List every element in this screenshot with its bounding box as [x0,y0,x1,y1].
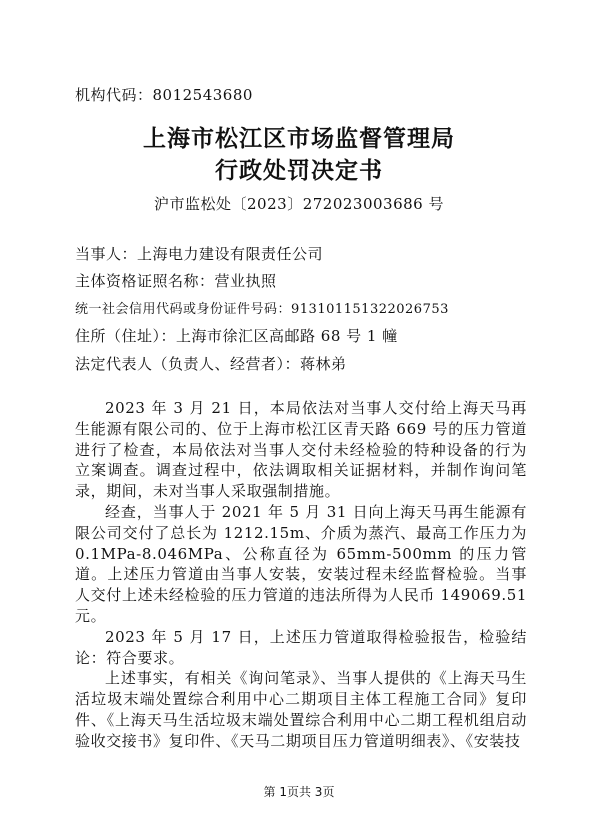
paragraph-inspection: 2023 年 3 月 21 日，本局依法对当事人交付给上海天马再生能源有限公司的、位于上海市松江区青天路 669 号的压力管道进行了检查，本局依法对当事人交付未经检验的特种设备的行为立案调查。调查过程中，依法调取相关证据材料，并制作询问笔录，期间，未对当事人采取强制措施。 [75,399,527,501]
party-address: 住所（住址）：上海市徐汇区高邮路 68 号 1 幢 [75,327,398,345]
paragraph-findings: 经查，当事人于 2021 年 5 月 31 日向上海天马再生能源有限公司交付了总长为 1212.15m、介质为蒸汽、最高工作压力为 0.1MPa-8.046MPa、公称直径为 65mm-500mm 的压力管道。上述压力管道由当事人安装，安装过程未经监督检验。当事人交付上述未经检验的压力管道的违法所得为人民币 149069.51 元。 [75,502,527,625]
page-number: 第 1页共 3页 [263,785,335,799]
party-name: 当事人：上海电力建设有限责任公司 [75,245,324,263]
paragraph-evidence: 上述事实，有相关《询问笔录》、当事人提供的《上海天马生活垃圾末端处置综合利用中心二期项目主体工程施工合同》复印件、《上海天马生活垃圾末端处置综合利用中心二期工程机组启动验收交接书》复印件、《天马二期项目压力管道明细表》、《安装技 [75,669,527,750]
document-number: 沪市监松处〔2023〕272023003686 号 [154,195,444,213]
document-type-title: 行政处罚决定书 [215,158,383,184]
org-code: 机构代码：8012543680 [75,86,253,104]
issuing-authority-title: 上海市松江区市场监督管理局 [143,126,455,152]
decision-body [75,398,527,752]
paragraph-inspection-report: 2023 年 5 月 17 日，上述压力管道取得检验报告，检验结论：符合要求。 [75,627,527,667]
party-credit-code: 统一社会信用代码或身份证件号码：913101151322026753 [75,302,449,317]
party-legal-rep: 法定代表人（负责人、经营者）：蒋林弟 [75,355,347,373]
party-qualification: 主体资格证照名称：营业执照 [75,272,277,290]
